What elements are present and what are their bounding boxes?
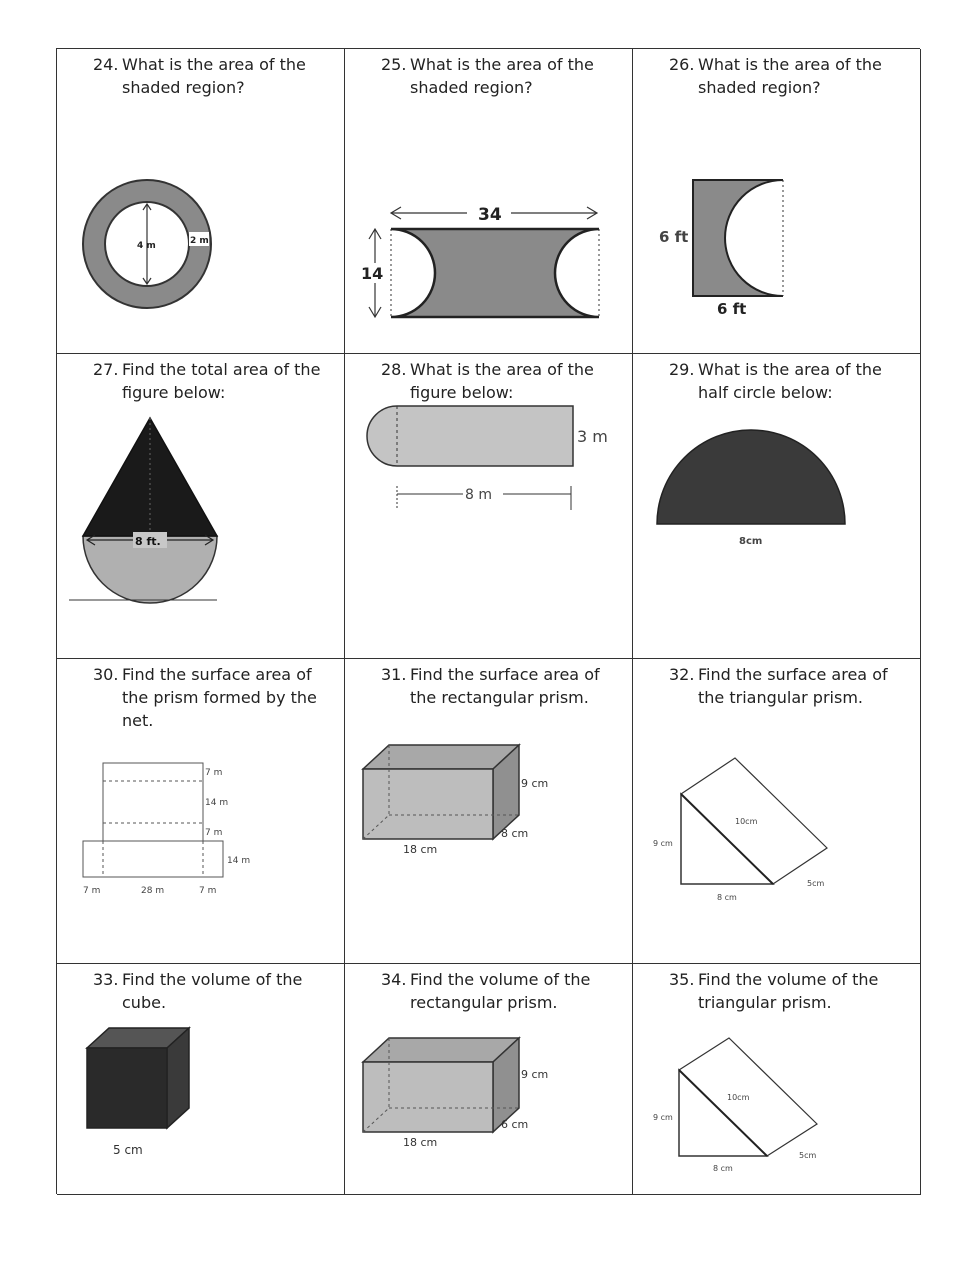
problem-35 — [633, 964, 921, 1195]
rectangle-semicircle-figure — [355, 402, 625, 517]
width-label: 34 — [478, 205, 502, 225]
length-label: 8 m — [465, 487, 492, 503]
question — [381, 358, 624, 404]
rectangular-prism-figure — [355, 1032, 575, 1152]
height-label: 9 cm — [653, 839, 673, 848]
side-label: 5 cm — [113, 1143, 143, 1157]
annulus-figure — [77, 174, 217, 314]
base-label: 8 cm — [713, 1164, 733, 1173]
question — [669, 663, 912, 709]
problem-31 — [345, 659, 633, 964]
inner-diameter-label: 4 m — [137, 241, 156, 251]
question — [93, 358, 336, 404]
problem-26 — [633, 49, 921, 354]
question-text: Find the volume of the triangular prism. — [698, 970, 879, 1012]
prism-net-figure — [77, 759, 277, 899]
question — [93, 663, 336, 732]
ring-width-label: 2 m — [190, 236, 209, 246]
problem-29 — [633, 354, 921, 659]
question — [381, 663, 624, 709]
problem-34 — [345, 964, 633, 1195]
net-label-c: 7 m — [205, 828, 223, 838]
question-number: 32. — [669, 665, 695, 684]
triangle-semicircle-figure — [65, 414, 325, 654]
problem-32 — [633, 659, 921, 964]
bottom-label: 6 ft — [717, 300, 747, 318]
hypotenuse-label: 10cm — [727, 1093, 750, 1102]
question-text: Find the volume of the rectangular prism. — [410, 970, 591, 1012]
net-label-left: 7 m — [83, 886, 101, 896]
question — [93, 53, 336, 99]
question-number: 27. — [93, 360, 119, 379]
rectangular-prism-figure — [355, 739, 575, 859]
question-number: 31. — [381, 665, 407, 684]
question-number: 33. — [93, 970, 119, 989]
question — [93, 968, 336, 1014]
rectangle-with-semicircles-figure — [355, 199, 625, 329]
net-label-mid: 28 m — [141, 886, 165, 896]
depth-label: 5cm — [807, 879, 825, 888]
problem-24 — [57, 49, 345, 354]
cube-figure — [81, 1024, 221, 1164]
problem-28 — [345, 354, 633, 659]
question-text: What is the area of the shaded region? — [410, 55, 594, 97]
square-minus-semicircle-figure — [653, 174, 823, 324]
question-text: What is the area of the half circle below: — [698, 360, 882, 402]
question-text: Find the total area of the figure below: — [122, 360, 321, 402]
height-label: 14 — [361, 264, 384, 283]
depth-label: 8 cm — [501, 827, 529, 840]
base-label: 8 cm — [717, 893, 737, 902]
question-number: 26. — [669, 55, 695, 74]
triangular-prism-figure — [651, 1034, 851, 1179]
problem-33 — [57, 964, 345, 1195]
question-number: 35. — [669, 970, 695, 989]
question — [669, 968, 912, 1014]
height-label: 9 cm — [521, 777, 549, 790]
worksheet-grid — [56, 48, 920, 1194]
height-label: 9 cm — [521, 1068, 549, 1081]
question-text: Find the surface area of the triangular prism. — [698, 665, 888, 707]
height-label: 3 m — [577, 427, 608, 446]
side-label: 6 ft — [659, 228, 689, 246]
length-label: 18 cm — [403, 843, 438, 856]
question — [669, 53, 912, 99]
base-label: 8 ft. — [135, 535, 161, 548]
triangular-prism-figure — [651, 754, 871, 914]
depth-label: 6 cm — [501, 1118, 529, 1131]
problem-25 — [345, 49, 633, 354]
question-text: Find the surface area of the rectangular prism. — [410, 665, 600, 707]
net-label-d: 14 m — [227, 856, 251, 866]
question-number: 24. — [93, 55, 119, 74]
question — [381, 53, 624, 99]
length-label: 18 cm — [403, 1136, 438, 1149]
question-number: 34. — [381, 970, 407, 989]
question-number: 29. — [669, 360, 695, 379]
question-text: What is the area of the figure below: — [410, 360, 594, 402]
question-text: What is the area of the shaded region? — [122, 55, 306, 97]
half-circle-figure — [653, 414, 853, 554]
net-label-a: 7 m — [205, 768, 223, 778]
question-number: 28. — [381, 360, 407, 379]
question-text: What is the area of the shaded region? — [698, 55, 882, 97]
question-number: 30. — [93, 665, 119, 684]
question — [669, 358, 912, 404]
depth-label: 5cm — [799, 1151, 817, 1160]
question-text: Find the surface area of the prism formed by the net. — [122, 665, 317, 730]
height-label: 9 cm — [653, 1113, 673, 1122]
hypotenuse-label: 10cm — [735, 817, 758, 826]
problem-30 — [57, 659, 345, 964]
question-number: 25. — [381, 55, 407, 74]
question-text: Find the volume of the cube. — [122, 970, 303, 1012]
problem-27 — [57, 354, 345, 659]
question — [381, 968, 624, 1014]
net-label-b: 14 m — [205, 798, 229, 808]
net-label-right: 7 m — [199, 886, 217, 896]
diameter-label: 8cm — [739, 536, 763, 547]
